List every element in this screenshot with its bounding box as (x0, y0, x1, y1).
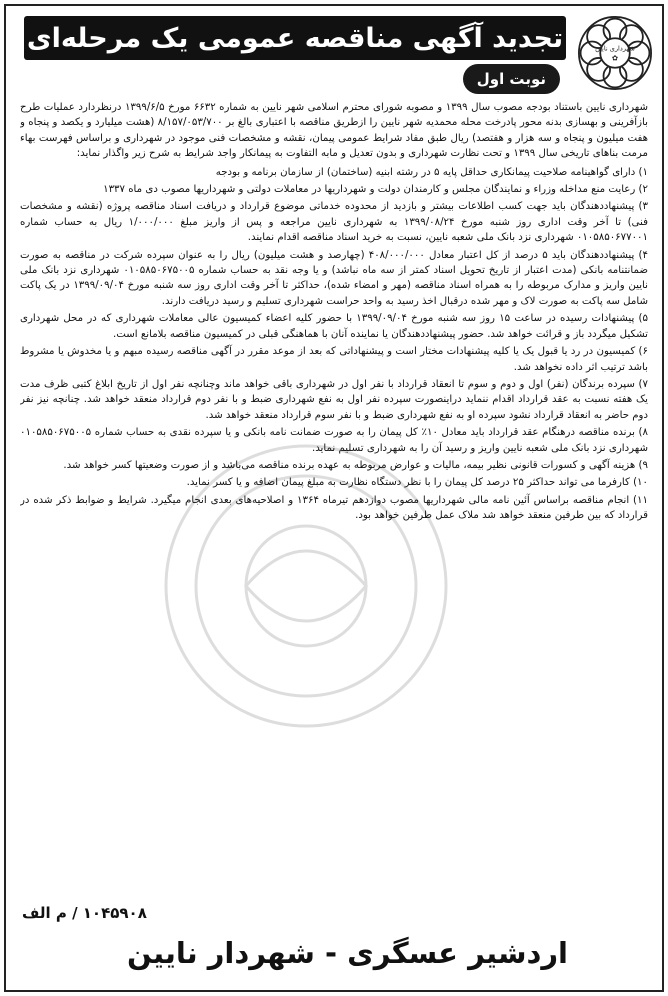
logo-text: شهرداری نایین (595, 44, 635, 53)
condition-item: ۲) رعایت منع مداخله وزراء و نمایندگان مجلس و کارمندان دولت و شهرداریها در معاملات دولتی و شهرداریها مصوب دی ماه ۱۳۳۷ (103, 184, 648, 196)
condition-item: ۱۰) کارفرما می تواند حداکثر ۲۵ درصد کل پیمان را با نظر دستگاه نظارت به مبلغ پیمان اضافه و یا کسر نماید. (186, 477, 648, 489)
condition-item: ۹) هزینه آگهی و کسورات قانونی نظیر بیمه، مالیات و عوارض مربوطه به عهده برنده مناقصه می‌باشد و از صورت وضعیتها کسر خواهد شد. (63, 459, 648, 471)
signatory-name: اردشیر عسگری - شهردار نایین (127, 936, 568, 970)
notice-body (20, 100, 648, 900)
condition-item: ۱۱) انجام مناقصه براساس آئین نامه مالی شهرداریها مصوب دوازدهم تیرماه ۱۳۶۴ و اصلاحیه‌های بعدی انجام میگیرد. شرایط و ضوابط ذکر شده در قرارداد که بین طرفین منعقد خواهد شد ملاک عمل طرفین خواهد بود. (20, 494, 648, 522)
municipality-logo-icon (574, 12, 656, 94)
reference-number: ۱۰۴۵۹۰۸ / م الف (22, 904, 147, 922)
intro-paragraph: شهرداری نایین باستناد بودجه مصوب سال ۱۳۹۹ و مصوبه شورای محترم اسلامی شهر نایین به شماره ۶۶۳۲ مورخ ۱۳۹۹/۶/۵ درنظردارد عملیات طرح بازآفرینی و بهسازی بدنه محور پادرخت محله محمدیه شهر نایین را ازطریق مناقصه با اعتباری بالغ بر ۸/۱۵۷/۰۵۳/۷۰۰ (هشت میلیارد و یکصد و پنجاه و هفت میلیون و پنجاه و سه هزار و هفتصد) ریال طبق مفاد شرایط عمومی پیمان، نقشه و مشخصات فنی موجود در شهرداری و براساس فهرست بهاء مرمت بناهای تاریخی سال ۱۳۹۹ و تحت نظارت شهرداری و بدون تعدیل و مابه التفاوت به پیمانکار واجد شرایط به شرح زیر واگذار نماید: (20, 102, 648, 160)
notice-footer (16, 900, 652, 986)
condition-item: ۷) سپرده برندگان (نفر) اول و دوم و سوم تا انعقاد قرارداد با نفر اول در شهرداری باقی خواهد ماند وچنانچه نفر اول از تاریخ ابلاغ کتبی ظرف مدت یک هفته نسبت به عقد قرارداد اقدام ننماید دراینصورت سپرده نفر اول به نفع شهرداری ضبط و با نفر دوم قرارداد منعقد خواهد شد. چنانچه نیز نفر دوم حاضر به انعقاد قرارداد نشود سپرده او به نفع شهرداری ضبط و با نفر سوم قرارداد منعقد خواهد شد. (20, 378, 648, 421)
notice-title-banner (24, 16, 566, 60)
condition-item: ۴) پیشنهاددهندگان باید ۵ درصد از کل اعتبار معادل ۴۰۸/۰۰۰/۰۰۰ (چهارصد و هشت میلیون) ریال را به عنوان سپرده شرکت در مناقصه به صورت ضمانتنامه بانکی (مدت اعتبار از تاریخ تحویل اسناد کمتر از سه ماه نباشد) و یا وجه نقد به حساب شماره ۰۱۰۵۸۵۰۶۷۵۰۰۵ شهرداری نزد بانک ملی نایین واریز و مدارک مربوطه را به همراه اسناد مناقصه (مهر و امضاء شده)، حداکثر تا آخر وقت اداری روز سه شنبه مورخ ۱۳۹۹/۰۹/۰۴ در یک پاکت شامل سه پاکت به صورت لاک و مهر شده درقبال اخذ رسید به واحد حراست شهرداری تسلیم و رسید دریافت دارند. (20, 249, 648, 307)
notice-title: تجدید آگهی مناقصه عمومی یک مرحله‌ای (26, 22, 564, 54)
condition-item: ۸) برنده مناقصه درهنگام عقد قرارداد باید معادل ۱۰٪ کل پیمان را به صورت ضمانت نامه بانکی و یا سپرده نقدی به حساب شماره ۰۱۰۵۸۵۰۶۷۵۰۰۵ شهرداری نزد بانک ملی شعبه نایین واریز و رسید آن را به شهرداری تسلیم نماید. (20, 427, 648, 454)
round-label: نوبت اول (476, 70, 546, 88)
svg-text:✿: ✿ (611, 53, 619, 63)
notice-page (4, 4, 664, 992)
condition-item: ۳) پیشنهاددهندگان باید جهت کسب اطلاعات بیشتر و بازدید از محدوده خدماتی موضوع قرارداد و دریافت اسناد مناقصه پروژه (نقشه و مشخصات فنی) تا آخر وقت اداری روز شنبه مورخ ۱۳۹۹/۰۸/۲۴ به شهرداری نایین مراجعه و پس از واریز مبلغ ۱/۰۰۰/۰۰۰ ریال به حساب شماره ۰۱۰۵۸۵۰۶۷۷۰۰۱ شهرداری نزد بانک ملی شعبه نایین، نسبت به خرید اسناد مناقصه اقدام نمایند. (20, 201, 648, 244)
condition-item: ۱) دارای گواهینامه صلاحیت پیمانکاری حداقل پایه ۵ در رشته ابنیه (ساختمان) از سازمان برنامه و بودجه (215, 166, 648, 178)
condition-item: ۵) پیشنهادات رسیده در ساعت ۱۵ روز سه شنبه مورخ ۱۳۹۹/۰۹/۰۴ با حضور کلیه اعضاء کمیسیون عالی معاملات شهرداری که در محل شهرداری تشکیل میگردد باز و قرائت خواهد شد. حضور پیشنهاددهندگان یا نماینده آنان با هماهنگی قبلی در کمیسیون مناقصه بلامانع است. (20, 313, 648, 340)
condition-item: ۶) کمیسیون در رد یا قبول یک یا کلیه پیشنهادات مختار است و پیشنهاداتی که بعد از موعد مقرر در آگهی مناقصه رسیده مبهم و یا مخدوش یا مشروط باشد ترتیب اثر داده نخواهد شد. (20, 346, 648, 373)
round-badge (463, 64, 560, 94)
